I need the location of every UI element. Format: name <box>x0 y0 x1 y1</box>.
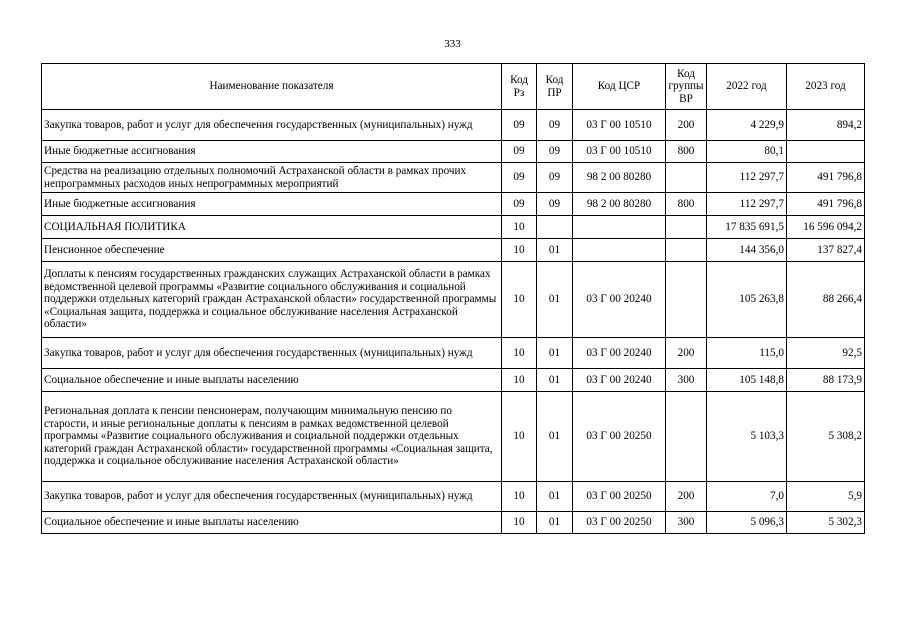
row-csr: 03 Г 00 10510 <box>573 141 666 163</box>
row-name: Закупка товаров, работ и услуг для обеспечения государственных (муниципальных) нужд <box>42 482 502 512</box>
row-pr: 01 <box>537 512 573 534</box>
row-name: Доплаты к пенсиям государственных гражданских служащих Астраханской области в рамках ведомственной целевой программы «Развитие социального обслуживания и социальной поддержки отдельных категорий граждан Астраханской области» государственной программы «Социальная защита, поддержка и социальное обслуживание населения Астраханской области» <box>42 262 502 338</box>
row-pr: 09 <box>537 110 573 141</box>
row-csr: 03 Г 00 10510 <box>573 110 666 141</box>
row-pr: 01 <box>537 338 573 369</box>
row-2023 <box>787 141 865 163</box>
table-row <box>42 338 865 369</box>
row-csr <box>573 216 666 239</box>
row-2022: 5 103,3 <box>707 392 787 482</box>
row-name: Иные бюджетные ассигнования <box>42 193 502 216</box>
row-2022: 5 096,3 <box>707 512 787 534</box>
row-2023: 5 308,2 <box>787 392 865 482</box>
table-row <box>42 216 865 239</box>
row-csr: 03 Г 00 20250 <box>573 482 666 512</box>
row-pr: 01 <box>537 482 573 512</box>
table-row <box>42 482 865 512</box>
table-row <box>42 193 865 216</box>
row-pr: 09 <box>537 141 573 163</box>
row-vr: 300 <box>666 369 707 392</box>
row-vr: 800 <box>666 141 707 163</box>
row-vr: 800 <box>666 193 707 216</box>
row-rz: 09 <box>502 193 537 216</box>
row-csr: 03 Г 00 20240 <box>573 262 666 338</box>
row-2022: 112 297,7 <box>707 163 787 193</box>
row-csr: 03 Г 00 20240 <box>573 338 666 369</box>
table-row <box>42 110 865 141</box>
row-2023: 88 266,4 <box>787 262 865 338</box>
header-csr: Код ЦСР <box>573 64 666 110</box>
header-2023: 2023 год <box>787 64 865 110</box>
row-rz: 10 <box>502 262 537 338</box>
row-rz: 09 <box>502 141 537 163</box>
row-name: СОЦИАЛЬНАЯ ПОЛИТИКА <box>42 216 502 239</box>
row-csr: 03 Г 00 20250 <box>573 512 666 534</box>
header-2022: 2022 год <box>707 64 787 110</box>
row-vr: 200 <box>666 482 707 512</box>
row-rz: 10 <box>502 512 537 534</box>
row-rz: 10 <box>502 216 537 239</box>
row-rz: 10 <box>502 482 537 512</box>
row-2023: 88 173,9 <box>787 369 865 392</box>
header-pr: Код ПР <box>537 64 573 110</box>
row-vr: 200 <box>666 110 707 141</box>
row-rz: 10 <box>502 392 537 482</box>
row-2022: 112 297,7 <box>707 193 787 216</box>
header-name: Наименование показателя <box>42 64 502 110</box>
row-vr <box>666 262 707 338</box>
row-pr: 09 <box>537 163 573 193</box>
table-row <box>42 141 865 163</box>
row-pr: 01 <box>537 239 573 262</box>
row-pr: 01 <box>537 392 573 482</box>
row-2023: 5 302,3 <box>787 512 865 534</box>
row-2022: 17 835 691,5 <box>707 216 787 239</box>
row-pr: 09 <box>537 193 573 216</box>
table-header-row <box>42 64 865 110</box>
row-name: Региональная доплата к пенсии пенсионерам, получающим минимальную пенсию по старости, и иные региональные доплаты к пенсиям в рамках ведомственной целевой программы «Развитие социального обслуживания и социальной поддержки отдельных категорий граждан Астраханской области» государственной программы «Социальная защита, поддержка и социальное обслуживание населения Астраханской области» <box>42 392 502 482</box>
row-2023: 92,5 <box>787 338 865 369</box>
row-name: Закупка товаров, работ и услуг для обеспечения государственных (муниципальных) нужд <box>42 110 502 141</box>
header-rz: Код Рз <box>502 64 537 110</box>
row-2023: 137 827,4 <box>787 239 865 262</box>
row-pr: 01 <box>537 369 573 392</box>
row-2023: 491 796,8 <box>787 163 865 193</box>
table-row <box>42 262 865 338</box>
page-number: 333 <box>444 38 461 50</box>
row-csr: 03 Г 00 20250 <box>573 392 666 482</box>
header-vr: Код группы ВР <box>666 64 707 110</box>
row-2023: 5,9 <box>787 482 865 512</box>
row-rz: 10 <box>502 338 537 369</box>
row-vr <box>666 239 707 262</box>
row-rz: 09 <box>502 110 537 141</box>
row-name: Иные бюджетные ассигнования <box>42 141 502 163</box>
row-name: Закупка товаров, работ и услуг для обеспечения государственных (муниципальных) нужд <box>42 338 502 369</box>
table-row <box>42 392 865 482</box>
row-pr <box>537 216 573 239</box>
row-pr: 01 <box>537 262 573 338</box>
row-csr: 98 2 00 80280 <box>573 163 666 193</box>
row-vr <box>666 392 707 482</box>
table-row <box>42 369 865 392</box>
row-vr <box>666 216 707 239</box>
budget-table <box>41 63 865 534</box>
row-2023: 16 596 094,2 <box>787 216 865 239</box>
row-vr: 200 <box>666 338 707 369</box>
row-csr: 03 Г 00 20240 <box>573 369 666 392</box>
row-2022: 144 356,0 <box>707 239 787 262</box>
row-name: Средства на реализацию отдельных полномочий Астраханской области в рамках прочих непрограммных расходов иных непрограммных мероприятий <box>42 163 502 193</box>
row-rz: 10 <box>502 369 537 392</box>
row-2022: 105 263,8 <box>707 262 787 338</box>
row-vr <box>666 163 707 193</box>
row-2022: 4 229,9 <box>707 110 787 141</box>
row-csr <box>573 239 666 262</box>
row-vr: 300 <box>666 512 707 534</box>
row-2023: 894,2 <box>787 110 865 141</box>
row-rz: 09 <box>502 163 537 193</box>
row-2022: 105 148,8 <box>707 369 787 392</box>
row-csr: 98 2 00 80280 <box>573 193 666 216</box>
row-name: Пенсионное обеспечение <box>42 239 502 262</box>
row-2023: 491 796,8 <box>787 193 865 216</box>
row-name: Социальное обеспечение и иные выплаты населению <box>42 512 502 534</box>
row-2022: 115,0 <box>707 338 787 369</box>
row-rz: 10 <box>502 239 537 262</box>
table-row <box>42 512 865 534</box>
table-row <box>42 163 865 193</box>
table-row <box>42 239 865 262</box>
row-2022: 7,0 <box>707 482 787 512</box>
row-name: Социальное обеспечение и иные выплаты населению <box>42 369 502 392</box>
row-2022: 80,1 <box>707 141 787 163</box>
